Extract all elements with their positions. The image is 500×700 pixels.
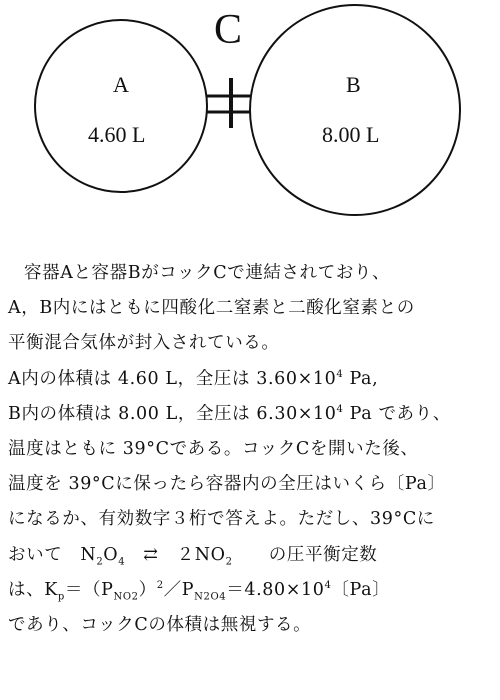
problem-line-4 xyxy=(8,362,496,397)
problem-line-10 xyxy=(8,573,496,608)
problem-text xyxy=(8,256,496,643)
equation-sub-n2: 2 xyxy=(96,556,104,567)
a-pressure-unit: Pa, xyxy=(343,368,379,389)
kp-value: ＝4.80×10 xyxy=(226,579,325,600)
container-a-volume: 4.60 L xyxy=(88,122,146,147)
container-a-label: A xyxy=(113,72,129,97)
problem-line-1: 容器Aと容器BがコックCで連結されており、 xyxy=(24,263,391,283)
container-b-volume: 8.00 L xyxy=(322,122,380,147)
problem-line-7: 温度を 39°Cに保ったら容器内の全圧はいくら〔Pa〕 xyxy=(8,474,446,495)
kp-sub-p: p xyxy=(57,591,65,603)
problem-line-3: 平衡混合気体が封入されている。 xyxy=(8,333,280,354)
b-volume-pressure-text: B内の体積は 8.00 L，全圧は 6.30×10 xyxy=(8,403,337,424)
container-a-circle xyxy=(35,20,207,192)
a-pressure-exponent: 4 xyxy=(336,368,344,380)
a-volume-pressure-text: A内の体積は 4.60 L，全圧は 3.60×10 xyxy=(8,368,337,389)
problem-line-5 xyxy=(8,397,496,432)
equation-suffix: の圧平衡定数 xyxy=(232,544,378,565)
equation-arrow-no: ⇄ ２NO xyxy=(125,544,226,565)
equation-sub-o4: 4 xyxy=(118,556,126,567)
kp-sub-no2: NO2 xyxy=(113,591,139,603)
kp-divide: ／P xyxy=(163,579,195,600)
kp-close: ） xyxy=(138,579,157,600)
container-diagram xyxy=(0,0,500,230)
kp-prefix: は、K xyxy=(8,579,58,600)
container-b-label: B xyxy=(346,72,361,97)
kp-open: ＝（P xyxy=(64,579,114,600)
kp-sub-n2o4: N2O4 xyxy=(194,591,227,603)
b-pressure-unit: Pa であり、 xyxy=(343,403,451,424)
kp-exponent: 4 xyxy=(324,579,332,591)
problem-line-11: であり、コックCの体積は無視する。 xyxy=(8,614,312,635)
b-pressure-exponent: 4 xyxy=(336,403,344,415)
problem-line-6: 温度はともに 39°Cである。コックCを開いた後、 xyxy=(8,438,419,459)
problem-line-9 xyxy=(8,538,496,573)
kp-unit: 〔Pa〕 xyxy=(331,579,391,600)
kp-square: 2 xyxy=(156,579,164,591)
equation-prefix: おいて N xyxy=(8,544,97,565)
equation-o: O xyxy=(103,544,119,565)
problem-line-2: A，B内にはともに四酸化二窒素と二酸化窒素との xyxy=(8,298,415,319)
cock-label: C xyxy=(214,7,243,53)
container-b-circle xyxy=(250,5,460,215)
problem-line-8: になるか、有効数字３桁で答えよ。ただし、39°Cに xyxy=(8,509,435,530)
diagram-drawing xyxy=(0,0,500,230)
equation-sub-no2: 2 xyxy=(225,556,233,567)
